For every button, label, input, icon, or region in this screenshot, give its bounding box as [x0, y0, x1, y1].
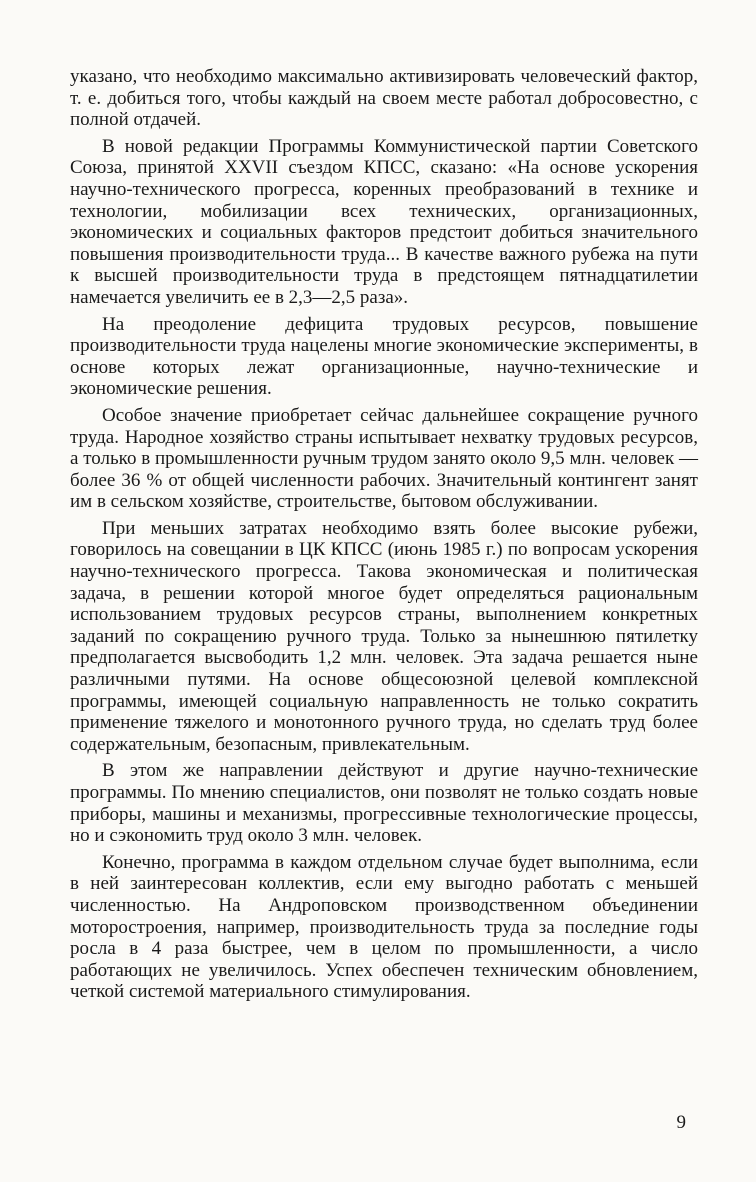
paragraph-labor-deficit: На преодоление дефицита трудовых ресурсов, повышение производительности труда нацелены многие экономические эксперименты, в основе которых лежат организационные, научно-технические и экономические решения.	[70, 313, 698, 400]
paragraph-higher-goals: При меньших затратах необходимо взять более высокие рубежи, говорилось на совещании в ЦК КПСС (июнь 1985 г.) по вопросам ускорения научно-технического прогресса. Такова экономическая и политическая задача, в решении которой многое будет определяться рациональным использованием трудовых ресурсов страны, выполнением конкретных заданий по сокращению ручного труда. Только за нынешнюю пятилетку предполагается высвободить 1,2 млн. человек. Эта задача решается ныне различными путями. На основе общесоюзной целевой комплексной программы, имеющей социальную направленность не только сократить применение тяжелого и монотонного ручного труда, но сделать труд более содержательным, безопасным, привлекательным.	[70, 517, 698, 755]
paragraph-continuation: указано, что необходимо максимально активизировать человеческий фактор, т. е. добиться того, чтобы каждый на своем месте работал добросовестно, с полной отдачей.	[70, 66, 698, 131]
paragraph-party-program-quote: В новой редакции Программы Коммунистической партии Советского Союза, принятой XXVII съездом КПСС, сказано: «На основе ускорения научно-технического прогресса, коренных преобразований в технике и технологии, мобилизации всех технических, организационных, экономических и социальных факторов предстоит добиться значительного повышения производительности труда... В качестве важного рубежа на пути к высшей производительности труда в предстоящем пятнадцатилетии намечается увеличить ее в 2,3—2,5 раза».	[70, 135, 698, 308]
paragraph-tech-programs: В этом же направлении действуют и другие научно-технические программы. По мнению специалистов, они позволят не только создать новые приборы, машины и механизмы, прогрессивные технологические процессы, но и сэкономить труд около 3 млн. человек.	[70, 760, 698, 847]
page-body	[70, 66, 698, 1008]
paragraph-manual-labor: Особое значение приобретает сейчас дальнейшее сокращение ручного труда. Народное хозяйство страны испытывает нехватку трудовых ресурсов, а только в промышленности ручным трудом занято около 9,5 млн. человек — более 36 % от общей численности рабочих. Значительный контингент занят им в сельском хозяйстве, строительстве, бытовом обслуживании.	[70, 404, 698, 513]
page-number: 9	[676, 1112, 686, 1133]
paragraph-andropov-example: Конечно, программа в каждом отдельном случае будет выполнима, если в ней заинтересован коллектив, если ему выгодно работать с меньшей численностью. На Андроповском производственном объединении моторостроения, например, производительность труда за последние годы росла в 4 раза быстрее, чем в целом по промышленности, а число работающих не увеличилось. Успех обеспечен техническим обновлением, четкой системой материального стимулирования.	[70, 851, 698, 1003]
